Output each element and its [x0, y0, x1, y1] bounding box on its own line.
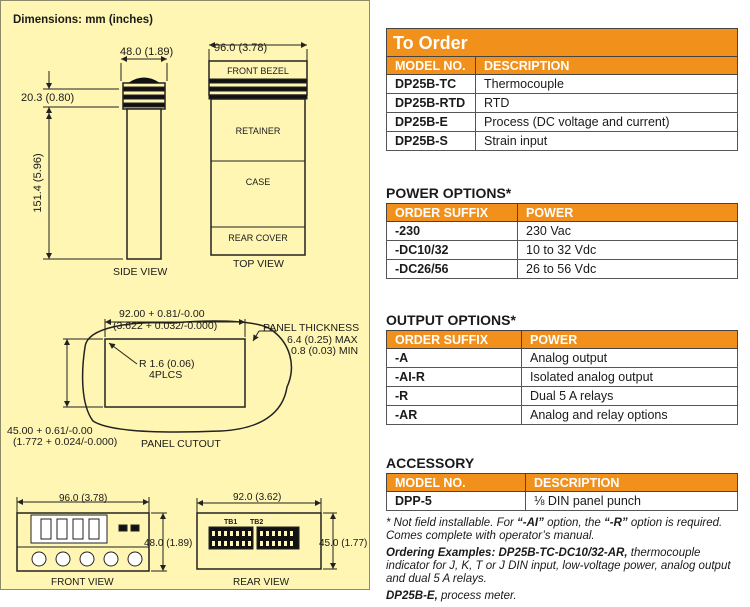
description-cell: Process (DC voltage and current) [476, 113, 738, 132]
column-header: MODEL NO. [387, 57, 476, 75]
radius-label-1: R 1.6 (0.06) [139, 358, 195, 370]
description-cell: ⅛ DIN panel punch [526, 492, 738, 511]
table-row [387, 368, 738, 387]
description-cell: Thermocouple [476, 75, 738, 94]
footnote-not-field-installable [386, 517, 746, 543]
suffix-cell: -230 [387, 222, 518, 241]
dimensions-title: Dimensions: mm (inches) [13, 14, 153, 26]
tb2-label: TB2 [250, 519, 264, 526]
side-width-label: 48.0 (1.89) [120, 46, 174, 58]
accessory-title: ACCESSORY [386, 455, 475, 471]
to-order-table [386, 56, 738, 151]
output-options-title: OUTPUT OPTIONS* [386, 312, 516, 328]
output-cell: Analog output [522, 349, 738, 368]
footnote-ordering-example [386, 547, 746, 586]
panel-cutout-caption: PANEL CUTOUT [141, 438, 221, 450]
suffix-cell: -DC26/56 [387, 260, 518, 279]
table-row [387, 241, 738, 260]
output-options-table [386, 330, 738, 425]
side-view-drawing [43, 59, 167, 259]
model-cell: DP25B-S [387, 132, 476, 151]
model-cell: DP25B-TC [387, 75, 476, 94]
cutout-width-2: (3.622 + 0.032/-0.000) [113, 320, 218, 332]
cutout-width-1: 92.00 + 0.81/-0.00 [119, 308, 205, 320]
rear-view-caption: REAR VIEW [233, 577, 290, 588]
column-header: POWER [522, 331, 738, 349]
rear-cover-label: REAR COVER [228, 233, 288, 243]
front-view-caption: FRONT VIEW [51, 577, 114, 588]
model-cell: DP25B-RTD [387, 94, 476, 113]
note-text: option is required. Comes complete with operator’s manual. [386, 517, 723, 542]
table-header-row [387, 204, 738, 222]
column-header: DESCRIPTION [526, 474, 738, 492]
column-header: MODEL NO. [387, 474, 526, 492]
note-emphasis: Ordering Examples: DP25B-TC-DC10/32-AR, [386, 547, 628, 559]
tb1-label: TB1 [224, 519, 238, 526]
power-options-table [386, 203, 738, 279]
output-cell: Isolated analog output [522, 368, 738, 387]
rear-width-label: 92.0 (3.62) [233, 492, 282, 503]
description-cell: Strain input [476, 132, 738, 151]
to-order-heading: To Order [386, 28, 738, 56]
power-cell: 230 Vac [518, 222, 738, 241]
table-header-row [387, 474, 738, 492]
table-row [387, 260, 738, 279]
suffix-cell: -R [387, 387, 522, 406]
column-header: DESCRIPTION [476, 57, 738, 75]
dimensions-panel [0, 0, 370, 590]
table-row [387, 222, 738, 241]
power-cell: 26 to 56 Vdc [518, 260, 738, 279]
panel-thickness-3: 0.8 (0.03) MIN [291, 345, 359, 357]
note-text: process meter. [437, 590, 517, 602]
model-cell: DPP-5 [387, 492, 526, 511]
side-bezel-label: 20.3 (0.80) [21, 92, 75, 104]
suffix-cell: -AI-R [387, 368, 522, 387]
top-width-label: 96.0 (3.78) [214, 42, 268, 54]
cutout-height-1: 45.00 + 0.61/-0.00 [7, 425, 93, 437]
footnotes [386, 517, 746, 603]
table-row [387, 387, 738, 406]
column-header: POWER [518, 204, 738, 222]
note-text: thermocouple indicator for J, K, T or J DIN input, low-voltage power, analog output and dual 5 A relays. [386, 547, 731, 585]
front-width-label: 96.0 (3.78) [59, 493, 108, 504]
table-row [387, 492, 738, 511]
table-row [387, 132, 738, 151]
side-height-label: 151.4 (5.96) [32, 153, 44, 213]
accessory-table [386, 473, 738, 511]
note-emphasis: “-AI” [517, 517, 544, 529]
front-bezel-label: FRONT BEZEL [227, 66, 289, 76]
top-view-caption: TOP VIEW [233, 258, 284, 270]
table-row [387, 349, 738, 368]
front-height-label: 48.0 (1.89) [144, 538, 193, 549]
suffix-cell: -A [387, 349, 522, 368]
cutout-height-2: (1.772 + 0.024/-0.000) [13, 436, 118, 448]
suffix-cell: -AR [387, 406, 522, 425]
top-view-drawing [209, 45, 307, 255]
side-view-caption: SIDE VIEW [113, 266, 168, 278]
dimension-drawings [1, 1, 371, 591]
front-view-drawing [17, 497, 167, 571]
output-cell: Dual 5 A relays [522, 387, 738, 406]
table-header-row [387, 57, 738, 75]
column-header: ORDER SUFFIX [387, 331, 522, 349]
panel-thickness-1: PANEL THICKNESS [263, 322, 360, 334]
model-cell: DP25B-E [387, 113, 476, 132]
suffix-cell: -DC10/32 [387, 241, 518, 260]
radius-label-2: 4PLCS [149, 369, 183, 381]
table-header-row [387, 331, 738, 349]
rear-height-label: 45.0 (1.77) [319, 538, 368, 549]
retainer-label: RETAINER [235, 126, 281, 136]
case-label: CASE [245, 177, 271, 187]
note-text: * Not field installable. For [386, 517, 518, 529]
panel-thickness-2: 6.4 (0.25) MAX [287, 334, 358, 346]
output-cell: Analog and relay options [522, 406, 738, 425]
note-emphasis: DP25B-E, [386, 590, 438, 602]
table-row [387, 406, 738, 425]
ordering-info [386, 0, 746, 607]
note-emphasis: “-R” [604, 517, 628, 529]
column-header: ORDER SUFFIX [387, 204, 518, 222]
power-cell: 10 to 32 Vdc [518, 241, 738, 260]
table-row [387, 75, 738, 94]
power-options-title: POWER OPTIONS* [386, 185, 512, 201]
table-row [387, 113, 738, 132]
note-text: option, the [543, 517, 604, 529]
description-cell: RTD [476, 94, 738, 113]
table-row [387, 94, 738, 113]
